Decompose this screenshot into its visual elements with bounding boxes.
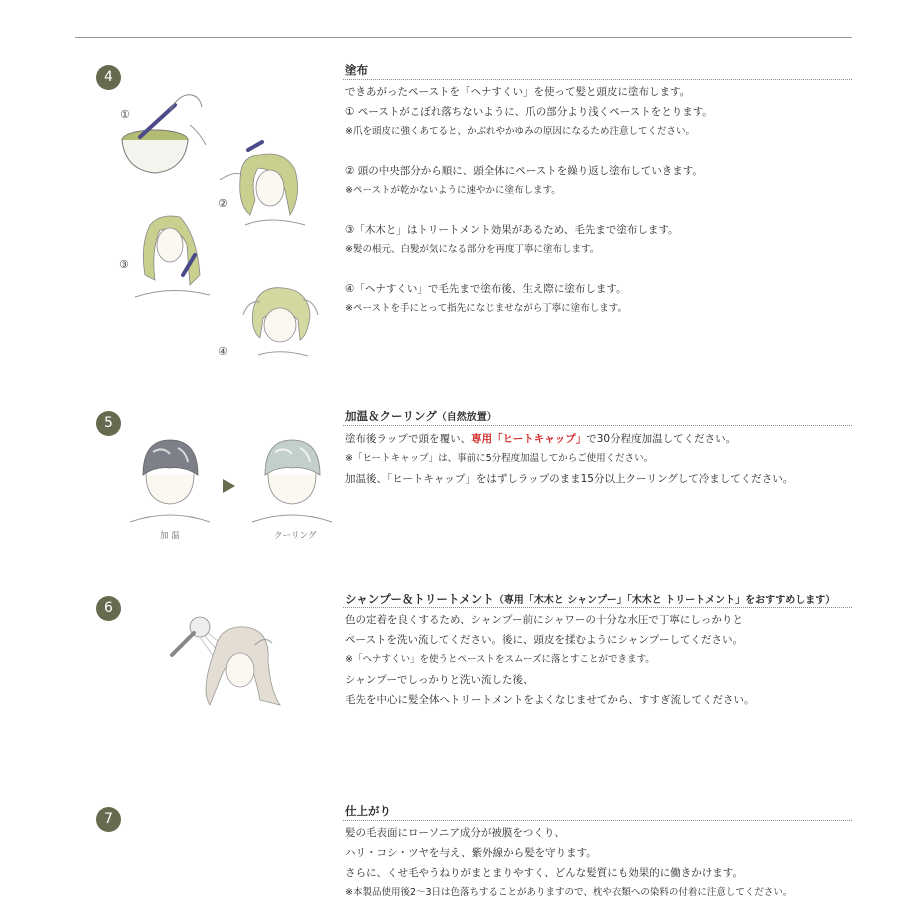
note-line: ※ペーストが乾かないように速やかに塗布します。 [345, 185, 561, 196]
woman-hairline-illustration [228, 280, 328, 360]
cooling-cap-illustration [250, 430, 335, 525]
step-body [345, 823, 850, 903]
step-number: 6 [96, 596, 121, 621]
body-line: ③「木木と」はトリートメント効果があるため、毛先まで塗布します。 [345, 224, 679, 236]
body-line: さらに、くせ毛やうねりがまとまりやすく、どんな髪質にも効果的に働きかけます。 [345, 867, 743, 879]
illus-label: ① [120, 108, 130, 121]
woman-ends-illustration [125, 205, 215, 300]
body-line: シャンプーでしっかりと洗い流した後、 [345, 674, 534, 686]
body-line [345, 429, 850, 449]
step-body [345, 429, 850, 489]
illus-label: ③ [119, 258, 129, 271]
dotted-divider [343, 820, 852, 821]
caption-cooling: クーリング [274, 531, 317, 541]
body-line: 髪の毛表面にローソニア成分が被膜をつくり、 [345, 827, 565, 839]
step-title-main: シャンプー＆トリートメント [345, 592, 494, 606]
step-title: 塗布 [345, 63, 368, 77]
dotted-divider [343, 607, 852, 608]
shower-illustration [160, 605, 295, 715]
step-body [345, 610, 850, 710]
note-line: ※髪の根元、白髪が気になる部分を再度丁寧に塗布します。 [345, 244, 600, 255]
body-line: 毛先を中心に髪全体へトリートメントをよくなじませてから、すすぎ流してください。 [345, 694, 755, 706]
step-number: 7 [96, 807, 121, 832]
caption-heating: 加 温 [160, 531, 180, 541]
body-text: 塗布後ラップで頭を覆い、 [345, 433, 472, 445]
top-divider [75, 37, 852, 38]
step-title: 仕上がり [345, 804, 391, 818]
arrow-right-icon [222, 478, 236, 494]
illus-label: ② [218, 197, 228, 210]
illus-label: ④ [218, 345, 228, 358]
bowl-illustration [110, 85, 210, 185]
heat-cap-highlight: 専用「ヒートキャップ」 [471, 433, 587, 445]
body-line: ④「ヘナすくい」で毛先まで塗布後、生え際に塗布します。 [345, 283, 627, 295]
body-line: ① ペーストがこぼれ落ちないように、爪の部分より浅くペーストをとります。 [345, 106, 713, 118]
step-title [345, 591, 835, 607]
note-line: ※本製品使用後2～3日は色落ちすることがありますので、枕や衣類への染料の付着に注意してください。 [345, 887, 793, 898]
body-line: ② 頭の中央部分から順に、頭全体にペーストを繰り返し塗布していきます。 [345, 165, 703, 177]
step-body [345, 82, 850, 319]
body-line: ペーストを洗い流してください。後に、頭皮を揉むようにシャンプーしてください。 [345, 634, 743, 646]
note-line: ※爪を頭皮に強くあてると、かぶれやかゆみの原因になるため注意してください。 [345, 126, 695, 137]
body-line: ハリ・コシ・ツヤを与え、紫外線から髪を守ります。 [345, 847, 597, 859]
step-number: 5 [96, 411, 121, 436]
note-line: ※「ヘナすくい」を使うとペーストをスムーズに落とすことができます。 [345, 654, 655, 665]
body-text: で30分程度加温してください。 [586, 433, 737, 445]
woman-comb-illustration [210, 140, 315, 230]
dotted-divider [343, 79, 852, 80]
step-title-sub: （専用「木木と シャンプー」「木木と トリートメント」をおすすめします） [493, 595, 836, 606]
heating-cap-illustration [128, 430, 213, 525]
step-title-main: 加温＆クーリング [345, 409, 437, 423]
body-line: 加温後、「ヒートキャップ」をはずしラップのまま15分以上クーリングして冷ましてください。 [345, 473, 794, 485]
dotted-divider [343, 425, 852, 426]
body-line: できあがったペーストを「ヘナすくい」を使って髪と頭皮に塗布します。 [345, 86, 691, 98]
note-line: ※ペーストを手にとって指先になじませながら丁寧に塗布します。 [345, 303, 628, 314]
step-title [345, 408, 497, 424]
step-title-sub: （自然放置） [436, 412, 497, 423]
body-line: 色の定着を良くするため、シャンプー前にシャワーの十分な水圧で丁寧にしっかりと [345, 614, 743, 626]
note-line: ※「ヒートキャップ」は、事前に5分程度加温してからご使用ください。 [345, 453, 654, 464]
step-number: 4 [96, 65, 121, 90]
